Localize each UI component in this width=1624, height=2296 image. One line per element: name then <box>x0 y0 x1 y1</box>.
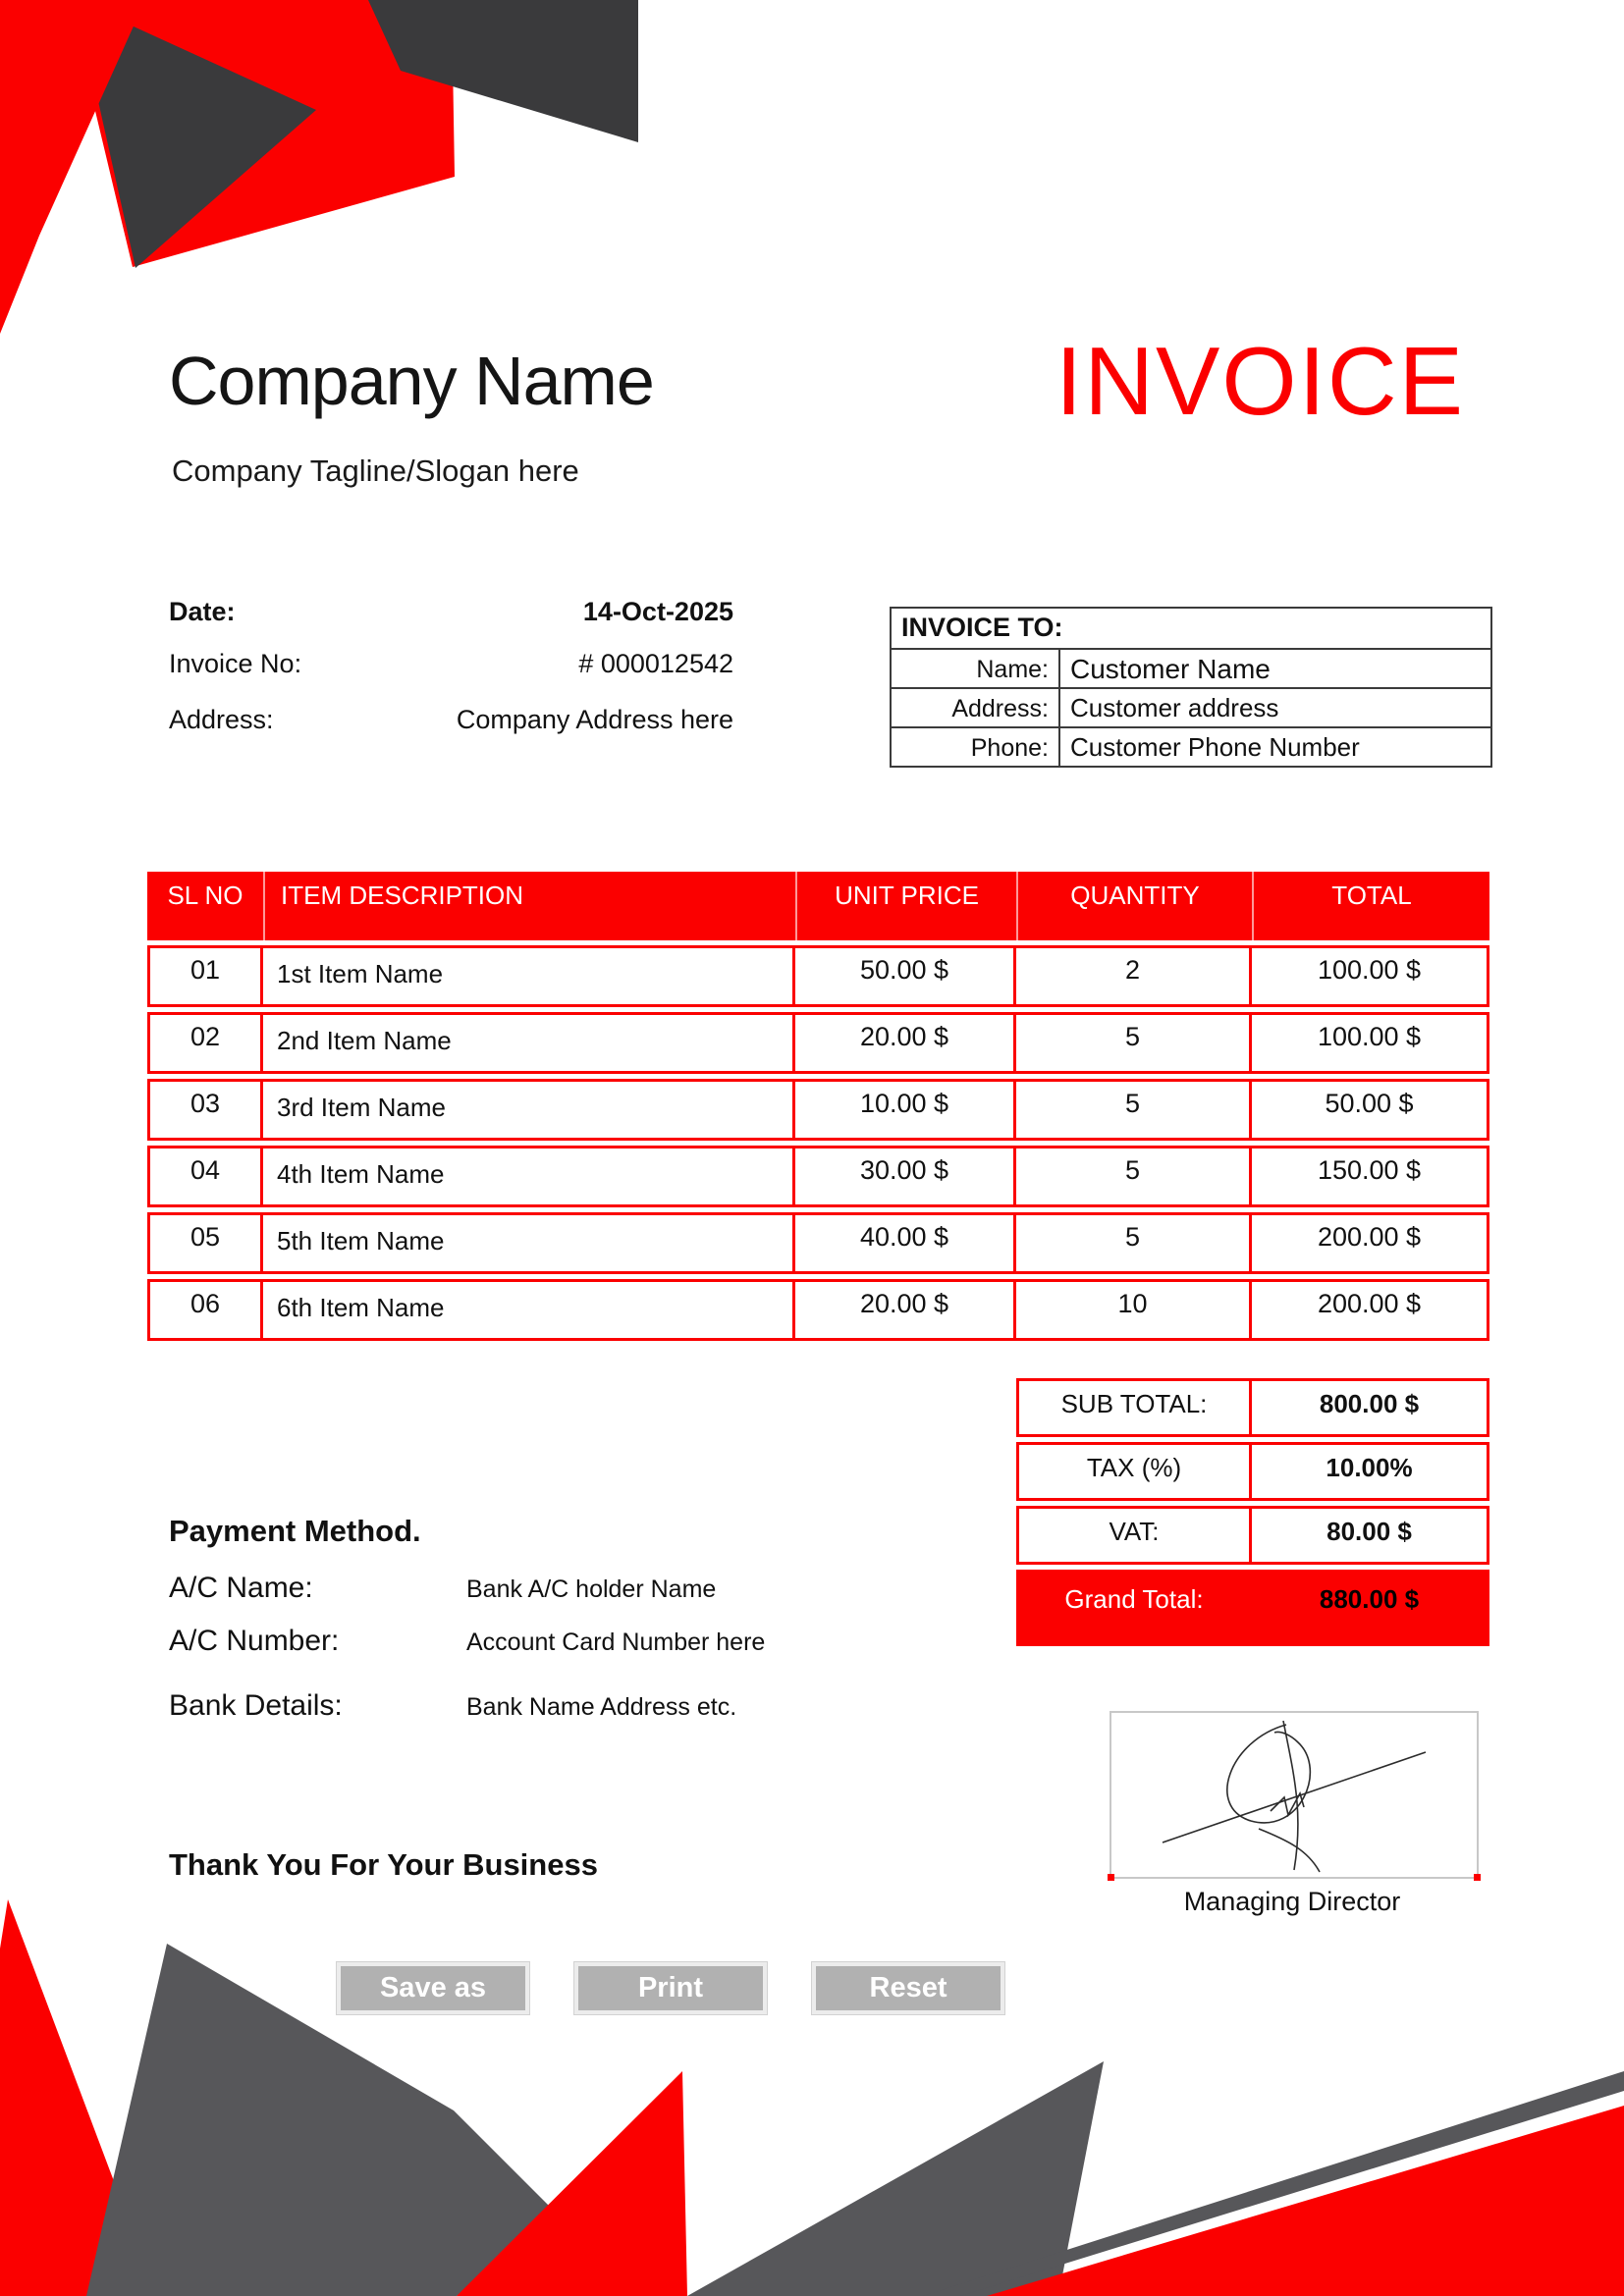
cell-sl: 03 <box>147 1079 263 1141</box>
customer-address-value: Customer address <box>1058 689 1490 726</box>
cell-sl: 02 <box>147 1012 263 1074</box>
cell-quantity: 5 <box>1013 1012 1252 1074</box>
bottom-corner-decoration <box>0 1895 1624 2296</box>
cell-description: 4th Item Name <box>260 1146 795 1207</box>
table-row <box>147 1079 1489 1141</box>
cell-quantity: 5 <box>1013 1079 1252 1141</box>
invoice-to-title: INVOICE TO: <box>892 609 1490 650</box>
cell-sl: 06 <box>147 1279 263 1341</box>
invoice-to-box <box>890 607 1492 768</box>
ac-name-label: A/C Name: <box>169 1572 313 1604</box>
header-total: TOTAL <box>1252 872 1489 940</box>
bank-details-value: Bank Name Address etc. <box>466 1693 737 1721</box>
cell-sl: 04 <box>147 1146 263 1207</box>
customer-name-value: Customer Name <box>1058 650 1490 687</box>
cell-total: 150.00 $ <box>1249 1146 1489 1207</box>
invoice-to-phone-row <box>892 728 1490 766</box>
cell-quantity: 2 <box>1013 945 1252 1007</box>
cell-quantity: 5 <box>1013 1212 1252 1274</box>
tax-value: 10.00% <box>1249 1442 1489 1501</box>
cell-total: 200.00 $ <box>1249 1279 1489 1341</box>
table-row <box>147 1012 1489 1074</box>
reset-button[interactable]: Reset <box>812 1962 1004 2014</box>
table-row <box>147 1212 1489 1274</box>
table-row <box>147 1279 1489 1341</box>
signature-box <box>1110 1711 1479 1879</box>
subtotal-label: SUB TOTAL: <box>1016 1378 1252 1437</box>
customer-phone-label: Phone: <box>970 734 1049 762</box>
payment-method-title: Payment Method. <box>169 1514 421 1548</box>
table-row <box>147 1146 1489 1207</box>
cell-quantity: 5 <box>1013 1146 1252 1207</box>
invoice-title: INVOICE <box>1056 327 1465 435</box>
items-table <box>147 872 1489 1341</box>
company-name: Company Name <box>169 343 654 419</box>
thank-you-message: Thank You For Your Business <box>169 1847 598 1882</box>
invoice-to-address-row <box>892 689 1490 728</box>
save-as-button[interactable]: Save as <box>337 1962 529 2014</box>
vat-value: 80.00 $ <box>1249 1506 1489 1565</box>
bank-details-label: Bank Details: <box>169 1689 343 1722</box>
cell-unit-price: 10.00 $ <box>792 1079 1016 1141</box>
vat-label: VAT: <box>1016 1506 1252 1565</box>
cell-total: 100.00 $ <box>1249 945 1489 1007</box>
cell-unit-price: 20.00 $ <box>792 1012 1016 1074</box>
cell-unit-price: 20.00 $ <box>792 1279 1016 1341</box>
tax-row <box>1016 1442 1489 1501</box>
company-tagline: Company Tagline/Slogan here <box>172 454 579 488</box>
ac-number-value: Account Card Number here <box>466 1629 766 1656</box>
payment-method-section <box>169 1514 765 1723</box>
header-quantity: QUANTITY <box>1016 872 1252 940</box>
signature-anchor-left <box>1108 1874 1114 1881</box>
header-unit-price: UNIT PRICE <box>795 872 1016 940</box>
ac-number-label: A/C Number: <box>169 1625 340 1657</box>
cell-total: 50.00 $ <box>1249 1079 1489 1141</box>
invoice-meta <box>169 597 733 735</box>
cell-total: 100.00 $ <box>1249 1012 1489 1074</box>
grand-total-row <box>1016 1570 1489 1646</box>
cell-description: 5th Item Name <box>260 1212 795 1274</box>
cell-sl: 01 <box>147 945 263 1007</box>
customer-name-label: Name: <box>976 656 1049 683</box>
items-table-header <box>147 872 1489 940</box>
header-item-description: ITEM DESCRIPTION <box>263 872 795 940</box>
invoice-no-label: Invoice No: <box>169 649 302 678</box>
cell-unit-price: 40.00 $ <box>792 1212 1016 1274</box>
tax-label: TAX (%) <box>1016 1442 1252 1501</box>
subtotal-value: 800.00 $ <box>1249 1378 1489 1437</box>
grand-total-value: 880.00 $ <box>1249 1570 1489 1646</box>
top-corner-decoration <box>0 0 1624 344</box>
cell-description: 3rd Item Name <box>260 1079 795 1141</box>
cell-quantity: 10 <box>1013 1279 1252 1341</box>
cell-description: 2nd Item Name <box>260 1012 795 1074</box>
managing-director-label: Managing Director <box>1183 1887 1401 1916</box>
signature-scribble <box>1111 1713 1473 1873</box>
date-label: Date: <box>169 597 236 626</box>
header-sl-no: SL NO <box>167 881 244 910</box>
customer-address-label: Address: <box>951 695 1049 722</box>
company-address-value: Company Address here <box>456 705 733 734</box>
cell-total: 200.00 $ <box>1249 1212 1489 1274</box>
cell-sl: 05 <box>147 1212 263 1274</box>
cell-unit-price: 30.00 $ <box>792 1146 1016 1207</box>
ac-name-value: Bank A/C holder Name <box>466 1575 717 1603</box>
print-button[interactable]: Print <box>574 1962 767 2014</box>
subtotal-row <box>1016 1378 1489 1437</box>
date-value: 14-Oct-2025 <box>582 597 733 626</box>
table-row <box>147 945 1489 1007</box>
company-address-label: Address: <box>169 705 274 734</box>
invoice-to-name-row <box>892 650 1490 689</box>
signature-anchor-right <box>1474 1874 1481 1881</box>
cell-description: 1st Item Name <box>260 945 795 1007</box>
cell-unit-price: 50.00 $ <box>792 945 1016 1007</box>
invoice-no-value: # 000012542 <box>578 649 733 678</box>
vat-row <box>1016 1506 1489 1565</box>
cell-description: 6th Item Name <box>260 1279 795 1341</box>
customer-phone-value: Customer Phone Number <box>1058 728 1490 766</box>
grand-total-label: Grand Total: <box>1016 1570 1252 1646</box>
totals-section <box>1016 1378 1489 1651</box>
